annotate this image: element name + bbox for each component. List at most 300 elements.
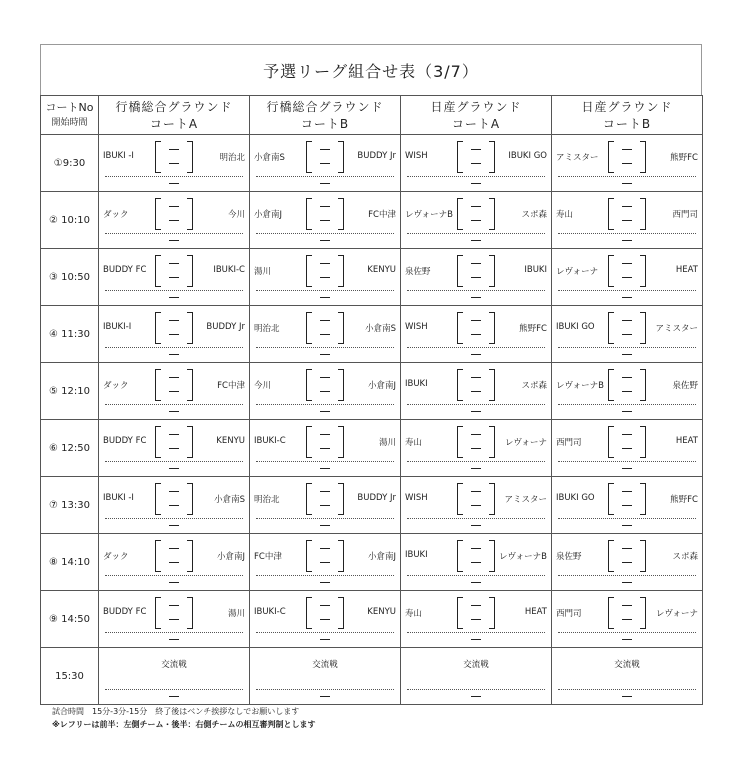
team-left: アミスター (556, 153, 599, 163)
score-dash-second-half (622, 505, 632, 506)
team-left: IBUKI (405, 379, 428, 389)
score-box (608, 198, 646, 230)
bracket-right (187, 426, 193, 458)
slot-time: ⑦ 13:30 (41, 477, 99, 534)
score-box (608, 255, 646, 287)
slot-row (41, 135, 703, 192)
score-dash-second-half (471, 562, 481, 563)
team-left: 小倉南S (254, 153, 285, 163)
score-dash-second-half (169, 277, 179, 278)
match-cell (552, 363, 703, 420)
bracket-right (338, 141, 344, 173)
dotted-line (558, 575, 696, 576)
score-dash-second-half (622, 163, 632, 164)
dotted-line (105, 233, 243, 234)
team-right: 熊野FC (670, 495, 698, 505)
score-box (306, 597, 344, 629)
score-box (306, 141, 344, 173)
referee-dash (320, 468, 330, 469)
team-right: 小倉南S (214, 495, 245, 505)
exchange-label: 交流戦 (463, 660, 489, 670)
score-box (608, 312, 646, 344)
team-left: WISH (405, 493, 428, 503)
referee-dash (622, 411, 632, 412)
team-left: 明治北 (254, 495, 280, 505)
slot-time: ⑤ 12:10 (41, 363, 99, 420)
score-box (457, 540, 495, 572)
referee-dash (471, 297, 481, 298)
slot-time: ④ 11:30 (41, 306, 99, 363)
score-box (155, 597, 193, 629)
referee-dash (320, 639, 330, 640)
dotted-line (256, 461, 394, 462)
exchange-cell (401, 648, 552, 705)
score-dash-second-half (320, 391, 330, 392)
team-left: 西門司 (556, 609, 582, 619)
score-dash-first-half (622, 206, 632, 207)
score-dash-second-half (320, 220, 330, 221)
referee-dash (471, 183, 481, 184)
bracket-right (489, 540, 495, 572)
bracket-right (640, 198, 646, 230)
referee-dash (169, 639, 179, 640)
dotted-line (407, 404, 545, 405)
referee-dash (320, 582, 330, 583)
team-right: IBUKI GO (508, 151, 547, 161)
exchange-label: 交流戦 (312, 660, 338, 670)
bracket-left (457, 540, 463, 572)
referee-dash (320, 297, 330, 298)
referee-dash (622, 183, 632, 184)
bracket-right (640, 141, 646, 173)
exchange-cell (552, 648, 703, 705)
court-1: コートA (99, 115, 250, 135)
team-right: 熊野FC (519, 324, 547, 334)
score-dash-second-half (169, 391, 179, 392)
team-right: KENYU (216, 436, 245, 446)
notes (52, 705, 315, 731)
slot-time: ⑥ 12:50 (41, 420, 99, 477)
bracket-left (608, 141, 614, 173)
team-right: 熊野FC (670, 153, 698, 163)
referee-dash (471, 354, 481, 355)
team-right: 湯川 (378, 438, 396, 448)
match-cell (250, 363, 401, 420)
dotted-line (407, 176, 545, 177)
match-cell (250, 306, 401, 363)
dotted-line (256, 404, 394, 405)
team-right: IBUKI (524, 265, 547, 275)
bracket-right (640, 597, 646, 629)
bracket-left (457, 597, 463, 629)
team-right: 今川 (227, 210, 245, 220)
team-right: アミスター (655, 324, 698, 334)
match-cell (552, 135, 703, 192)
bracket-right (187, 540, 193, 572)
score-dash-first-half (320, 320, 330, 321)
match-cell (250, 420, 401, 477)
team-right: 小倉南J (367, 381, 396, 391)
referee-dash (471, 639, 481, 640)
dotted-line (558, 518, 696, 519)
dotted-line (105, 575, 243, 576)
bracket-left (155, 369, 161, 401)
match-cell (99, 591, 250, 648)
score-box (155, 255, 193, 287)
slot-time: ③ 10:50 (41, 249, 99, 306)
score-dash-second-half (622, 619, 632, 620)
match-cell (552, 591, 703, 648)
score-dash-second-half (169, 562, 179, 563)
slot-row (41, 306, 703, 363)
team-left: BUDDY FC (103, 607, 147, 617)
score-dash-second-half (471, 391, 481, 392)
score-dash-second-half (622, 334, 632, 335)
bracket-right (187, 141, 193, 173)
exchange-cell (99, 648, 250, 705)
team-left: 小倉南J (254, 210, 283, 220)
dotted-line (407, 461, 545, 462)
bracket-right (489, 426, 495, 458)
match-cell (401, 192, 552, 249)
team-left: 西門司 (556, 438, 582, 448)
team-left: IBUKI GO (556, 493, 595, 503)
bracket-left (608, 369, 614, 401)
dotted-line (407, 518, 545, 519)
bracket-left (608, 597, 614, 629)
score-dash-first-half (471, 377, 481, 378)
ground-4: 日産グラウンド (552, 96, 703, 116)
dotted-line (105, 347, 243, 348)
match-cell (99, 135, 250, 192)
team-right: アミスター (504, 495, 547, 505)
score-box (306, 369, 344, 401)
team-left: ダック (103, 381, 129, 391)
match-cell (401, 534, 552, 591)
match-cell (99, 306, 250, 363)
bracket-left (608, 312, 614, 344)
score-dash-first-half (169, 434, 179, 435)
dotted-line (256, 632, 394, 633)
referee-dash (320, 183, 330, 184)
score-dash-second-half (471, 334, 481, 335)
score-box (306, 540, 344, 572)
title-box (40, 44, 702, 95)
score-dash-second-half (471, 220, 481, 221)
bracket-left (155, 540, 161, 572)
slot-time: ①9:30 (41, 135, 99, 192)
exchange-cell (250, 648, 401, 705)
match-cell (250, 591, 401, 648)
match-cell (401, 135, 552, 192)
score-dash-first-half (169, 548, 179, 549)
bracket-right (338, 369, 344, 401)
schedule-table (40, 95, 703, 705)
team-right: BUDDY Jr (357, 151, 396, 161)
score-dash-first-half (622, 263, 632, 264)
score-dash-first-half (320, 377, 330, 378)
team-right: KENYU (367, 607, 396, 617)
score-dash-first-half (471, 434, 481, 435)
bracket-left (155, 483, 161, 515)
bracket-left (306, 483, 312, 515)
score-dash-second-half (622, 391, 632, 392)
page-title: 予選リーグ組合せ表（3/7） (263, 61, 479, 81)
ground-1: 行橋総合グラウンド (99, 96, 250, 116)
score-dash-first-half (169, 263, 179, 264)
team-left: 寿山 (405, 609, 423, 619)
bracket-right (338, 597, 344, 629)
score-dash-second-half (320, 619, 330, 620)
team-left: WISH (405, 322, 428, 332)
team-left: 今川 (254, 381, 272, 391)
match-cell (99, 420, 250, 477)
score-dash-second-half (622, 562, 632, 563)
score-dash-second-half (169, 163, 179, 164)
bracket-left (306, 540, 312, 572)
team-right: HEAT (675, 436, 698, 446)
match-cell (552, 249, 703, 306)
match-cell (99, 477, 250, 534)
score-dash-first-half (622, 548, 632, 549)
slot-time: 15:30 (41, 648, 99, 705)
bracket-right (489, 255, 495, 287)
team-left: ダック (103, 210, 129, 220)
team-left: IBUKI-C (254, 607, 286, 617)
team-right: 小倉南S (365, 324, 396, 334)
score-box (608, 483, 646, 515)
court-2: コートB (250, 115, 401, 135)
dotted-line (407, 689, 545, 690)
bracket-right (338, 483, 344, 515)
score-dash-first-half (471, 149, 481, 150)
match-cell (99, 249, 250, 306)
score-box (155, 141, 193, 173)
start-time-label: 開始時間 (41, 115, 99, 135)
bracket-left (608, 255, 614, 287)
slot-time: ⑧ 14:10 (41, 534, 99, 591)
dotted-line (105, 176, 243, 177)
score-dash-second-half (471, 163, 481, 164)
score-dash-second-half (169, 334, 179, 335)
slot-row (41, 477, 703, 534)
dotted-line (256, 689, 394, 690)
score-dash-first-half (320, 434, 330, 435)
team-left: IBUKI-I (103, 322, 132, 332)
referee-dash (169, 183, 179, 184)
referee-dash (471, 525, 481, 526)
dotted-line (256, 518, 394, 519)
bracket-left (306, 369, 312, 401)
score-dash-first-half (471, 605, 481, 606)
score-box (457, 141, 495, 173)
referee-dash (320, 354, 330, 355)
score-box (155, 369, 193, 401)
score-box (306, 198, 344, 230)
bracket-left (155, 312, 161, 344)
score-box (155, 312, 193, 344)
dotted-line (105, 404, 243, 405)
score-dash-first-half (320, 263, 330, 264)
score-box (457, 255, 495, 287)
bracket-left (155, 597, 161, 629)
referee-dash (622, 582, 632, 583)
score-dash-first-half (471, 320, 481, 321)
team-right: HEAT (524, 607, 547, 617)
bracket-right (489, 483, 495, 515)
match-cell (250, 135, 401, 192)
bracket-left (155, 255, 161, 287)
team-right: 泉佐野 (672, 381, 698, 391)
score-box (608, 540, 646, 572)
team-right: 西門司 (672, 210, 698, 220)
bracket-right (489, 597, 495, 629)
score-dash-first-half (622, 377, 632, 378)
score-dash-second-half (169, 448, 179, 449)
dotted-line (407, 290, 545, 291)
score-dash-first-half (169, 491, 179, 492)
dotted-line (105, 290, 243, 291)
score-dash-second-half (471, 505, 481, 506)
dotted-line (407, 347, 545, 348)
slot-row (41, 534, 703, 591)
bracket-left (306, 198, 312, 230)
court-4: コートB (552, 115, 703, 135)
bracket-right (640, 369, 646, 401)
dotted-line (407, 575, 545, 576)
team-left: 寿山 (405, 438, 423, 448)
score-box (306, 426, 344, 458)
bracket-right (187, 198, 193, 230)
bracket-left (457, 198, 463, 230)
dotted-line (558, 233, 696, 234)
bracket-left (306, 426, 312, 458)
dotted-line (105, 518, 243, 519)
score-dash-first-half (622, 605, 632, 606)
score-dash-first-half (169, 149, 179, 150)
bracket-left (457, 255, 463, 287)
match-cell (99, 534, 250, 591)
dotted-line (558, 461, 696, 462)
referee-dash (622, 354, 632, 355)
bracket-right (640, 426, 646, 458)
exchange-row (41, 648, 703, 705)
bracket-left (457, 483, 463, 515)
team-right: BUDDY Jr (206, 322, 245, 332)
score-box (457, 597, 495, 629)
referee-dash (622, 639, 632, 640)
bracket-right (187, 312, 193, 344)
match-cell (99, 363, 250, 420)
score-dash-first-half (320, 149, 330, 150)
team-left: レヴォーナB (556, 381, 604, 391)
score-dash-second-half (471, 277, 481, 278)
team-left: 泉佐野 (405, 267, 431, 277)
bracket-right (338, 540, 344, 572)
referee-dash (622, 240, 632, 241)
dotted-line (558, 176, 696, 177)
court-no-label: コートNo (41, 96, 99, 116)
match-cell (99, 192, 250, 249)
team-right: レヴォーナB (499, 552, 547, 562)
referee-dash (320, 240, 330, 241)
match-cell (250, 249, 401, 306)
score-box (608, 426, 646, 458)
score-box (155, 198, 193, 230)
bracket-left (457, 426, 463, 458)
dotted-line (558, 689, 696, 690)
team-right: レヴォーナ (655, 609, 698, 619)
dotted-line (105, 689, 243, 690)
score-dash-first-half (471, 491, 481, 492)
score-dash-first-half (169, 320, 179, 321)
score-dash-second-half (320, 505, 330, 506)
referee-dash (169, 411, 179, 412)
match-cell (552, 534, 703, 591)
score-box (155, 426, 193, 458)
slot-row (41, 363, 703, 420)
slot-row (41, 420, 703, 477)
exchange-label: 交流戦 (161, 660, 187, 670)
score-dash-second-half (320, 277, 330, 278)
bracket-right (640, 255, 646, 287)
score-dash-first-half (320, 491, 330, 492)
score-dash-second-half (471, 448, 481, 449)
referee-dash (320, 696, 330, 697)
score-dash-first-half (320, 206, 330, 207)
team-left: WISH (405, 151, 428, 161)
referee-dash (169, 297, 179, 298)
team-left: BUDDY FC (103, 436, 147, 446)
score-dash-second-half (169, 505, 179, 506)
score-box (306, 255, 344, 287)
score-dash-second-half (320, 334, 330, 335)
bracket-right (640, 312, 646, 344)
score-dash-first-half (320, 605, 330, 606)
schedule-sheet (40, 44, 702, 705)
bracket-right (187, 255, 193, 287)
score-dash-first-half (622, 320, 632, 321)
bracket-left (306, 255, 312, 287)
exchange-label: 交流戦 (614, 660, 640, 670)
bracket-right (187, 483, 193, 515)
team-right: スポ森 (672, 552, 698, 562)
score-box (457, 369, 495, 401)
dotted-line (558, 347, 696, 348)
slot-row (41, 249, 703, 306)
referee-dash (320, 525, 330, 526)
team-right: BUDDY Jr (357, 493, 396, 503)
dotted-line (105, 461, 243, 462)
dotted-line (256, 347, 394, 348)
score-dash-second-half (622, 277, 632, 278)
score-dash-first-half (471, 206, 481, 207)
bracket-right (640, 483, 646, 515)
team-left: ダック (103, 552, 129, 562)
ground-2: 行橋総合グラウンド (250, 96, 401, 116)
match-cell (401, 591, 552, 648)
match-cell (250, 534, 401, 591)
score-dash-first-half (320, 548, 330, 549)
team-left: 泉佐野 (556, 552, 582, 562)
bracket-right (338, 198, 344, 230)
referee-dash (471, 411, 481, 412)
team-right: KENYU (367, 265, 396, 275)
bracket-right (640, 540, 646, 572)
court-3: コートA (401, 115, 552, 135)
dotted-line (558, 290, 696, 291)
dotted-line (558, 404, 696, 405)
